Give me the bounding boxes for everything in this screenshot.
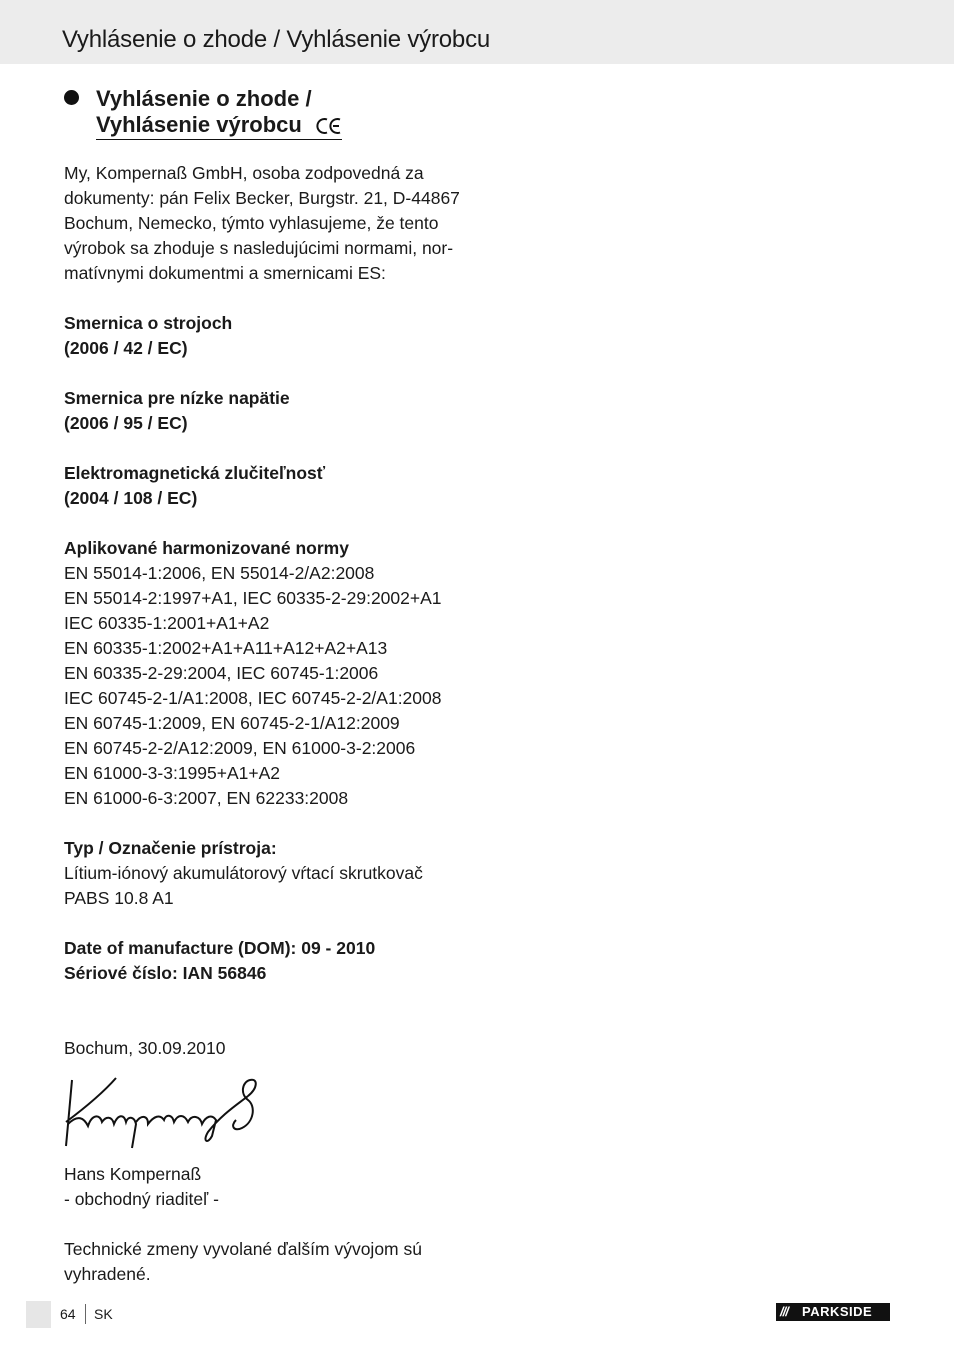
directive-low-voltage bbox=[64, 386, 474, 436]
language-code: SK bbox=[94, 1306, 113, 1322]
signatory-block bbox=[64, 1162, 474, 1212]
device-line: Lítium-iónový akumulátorový vŕtací skrutkovač bbox=[64, 863, 423, 883]
signatory-role: - obchodný riaditeľ - bbox=[64, 1189, 219, 1209]
manufacture-block bbox=[64, 936, 474, 986]
device-block bbox=[64, 836, 474, 911]
directive-machinery bbox=[64, 311, 474, 361]
closing-block bbox=[64, 1162, 474, 1312]
declaration-body bbox=[64, 161, 474, 1086]
directive-emc bbox=[64, 461, 474, 511]
standard-line: EN 60335-2-29:2004, IEC 60745-1:2006 bbox=[64, 663, 379, 683]
directive-code: (2004 / 108 / EC) bbox=[64, 488, 198, 508]
intro-line: výrobok sa zhoduje s nasledujúcimi normami, nor- bbox=[64, 238, 454, 258]
standard-line: IEC 60745-2-1/A1:2008, IEC 60745-2-2/A1:2008 bbox=[64, 688, 442, 708]
heading-line-2-text: Vyhlásenie výrobcu bbox=[96, 112, 302, 137]
page-header-title: Vyhlásenie o zhode / Vyhlásenie výrobcu bbox=[62, 26, 491, 53]
standards-block bbox=[64, 536, 474, 811]
ce-mark-icon bbox=[316, 117, 342, 135]
signatory-name: Hans Kompernaß bbox=[64, 1164, 202, 1184]
place-date: Bochum, 30.09.2010 bbox=[64, 1038, 226, 1058]
signature-image bbox=[62, 1074, 262, 1150]
heading-line-1: Vyhlásenie o zhode / bbox=[96, 86, 312, 111]
manufacture-date: Date of manufacture (DOM): 09 - 2010 bbox=[64, 938, 376, 958]
footer-divider bbox=[85, 1304, 86, 1324]
brand-slashes: /// bbox=[780, 1304, 788, 1319]
standard-line: EN 55014-2:1997+A1, IEC 60335-2-29:2002+A1 bbox=[64, 588, 442, 608]
bullet-icon bbox=[64, 90, 79, 105]
directive-code: (2006 / 42 / EC) bbox=[64, 338, 188, 358]
standards-heading: Aplikované harmonizované normy bbox=[64, 538, 349, 558]
intro-line: matívnymi dokumentmi a smernicami ES: bbox=[64, 263, 386, 283]
standard-line: EN 60335-1:2002+A1+A11+A12+A2+A13 bbox=[64, 638, 388, 658]
directive-name: Smernica o strojoch bbox=[64, 313, 233, 333]
standard-line: EN 61000-3-3:1995+A1+A2 bbox=[64, 763, 280, 783]
note-line: Technické zmeny vyvolané ďalším vývojom sú bbox=[64, 1239, 422, 1259]
section-heading-text bbox=[96, 86, 342, 140]
brand-name: PARKSIDE bbox=[802, 1304, 873, 1319]
standard-line: EN 61000-6-3:2007, EN 62233:2008 bbox=[64, 788, 349, 808]
intro-line: My, Kompernaß GmbH, osoba zodpovedná za bbox=[64, 163, 424, 183]
device-line: PABS 10.8 A1 bbox=[64, 888, 174, 908]
technical-changes-note bbox=[64, 1237, 474, 1287]
directive-code: (2006 / 95 / EC) bbox=[64, 413, 188, 433]
standard-line: IEC 60335-1:2001+A1+A2 bbox=[64, 613, 270, 633]
intro-paragraph bbox=[64, 161, 474, 286]
intro-line: dokumenty: pán Felix Becker, Burgstr. 21, D-44867 bbox=[64, 188, 460, 208]
standard-line: EN 55014-1:2006, EN 55014-2/A2:2008 bbox=[64, 563, 375, 583]
page-number: 64 bbox=[60, 1306, 76, 1322]
heading-line-2 bbox=[96, 112, 342, 140]
parkside-logo bbox=[776, 1303, 890, 1321]
standard-line: EN 60745-1:2009, EN 60745-2-1/A12:2009 bbox=[64, 713, 400, 733]
directive-name: Elektromagnetická zlučiteľnosť bbox=[64, 463, 326, 483]
serial-number: Sériové číslo: IAN 56846 bbox=[64, 963, 267, 983]
device-heading: Typ / Označenie prístroja: bbox=[64, 838, 277, 858]
intro-line: Bochum, Nemecko, týmto vyhlasujeme, že tento bbox=[64, 213, 439, 233]
standard-line: EN 60745-2-2/A12:2009, EN 61000-3-2:2006 bbox=[64, 738, 416, 758]
directive-name: Smernica pre nízke napätie bbox=[64, 388, 290, 408]
footer-page-box bbox=[26, 1301, 51, 1328]
note-line: vyhradené. bbox=[64, 1264, 151, 1284]
